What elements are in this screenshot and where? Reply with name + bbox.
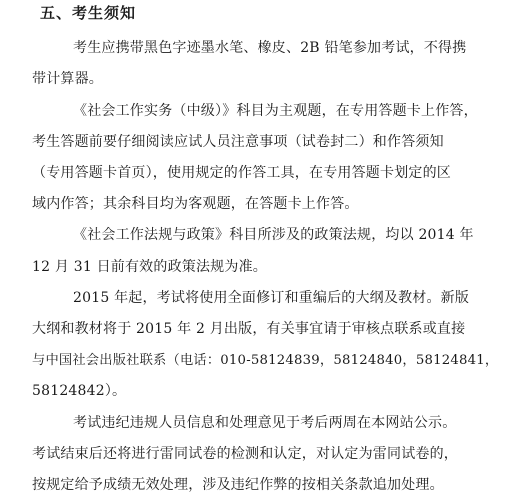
paragraph-1-line-2: 带计算器。 <box>32 71 103 87</box>
paragraph-4-line-4: 58124842）。 <box>32 383 127 399</box>
paragraph-2-line-4: 域内作答；其余科目均为客观题，在答题卡上作答。 <box>32 196 359 212</box>
paragraph-3-line-1: 《社会工作法规与政策》科目所涉及的政策法规，均以 2014 年 <box>73 227 474 243</box>
paragraph-5-line-3: 按规定给予成绩无效处理，涉及违纪作弊的按相关条款追加处理。 <box>32 477 444 493</box>
paragraph-2-line-2: 考生答题前要仔细阅读应试人员注意事项（试卷封二）和作答须知 <box>32 134 444 150</box>
paragraph-4-line-2: 大纲和教材将于 2015 年 2 月出版，有关事宜请于审核点联系或直接 <box>32 321 466 337</box>
paragraph-4-line-3: 与中国社会出版社联系（电话：010-58124839，58124840，58124841， <box>32 353 499 368</box>
paragraph-2-line-3: （专用答题卡首页），使用规定的作答工具，在专用答题卡划定的区 <box>32 165 451 181</box>
section-heading: 五、考生须知 <box>40 4 137 22</box>
paragraph-5-line-1: 考试违纪违规人员信息和处理意见于考后两周在本网站公示。 <box>73 415 457 431</box>
paragraph-1-line-1: 考生应携带黑色字迹墨水笔、橡皮、2B 铅笔参加考试，不得携 <box>73 40 467 56</box>
paragraph-4-line-1: 2015 年起，考试将使用全面修订和重编后的大纲及教材。新版 <box>73 290 470 306</box>
paragraph-3-line-2: 12 月 31 日前有效的政策法规为准。 <box>32 259 267 275</box>
paragraph-5-line-2: 考试结束后还将进行雷同试卷的检测和认定，对认定为雷同试卷的， <box>32 446 458 462</box>
paragraph-2-line-1: 《社会工作实务（中级）》科目为主观题，在专用答题卡上作答， <box>73 103 478 119</box>
